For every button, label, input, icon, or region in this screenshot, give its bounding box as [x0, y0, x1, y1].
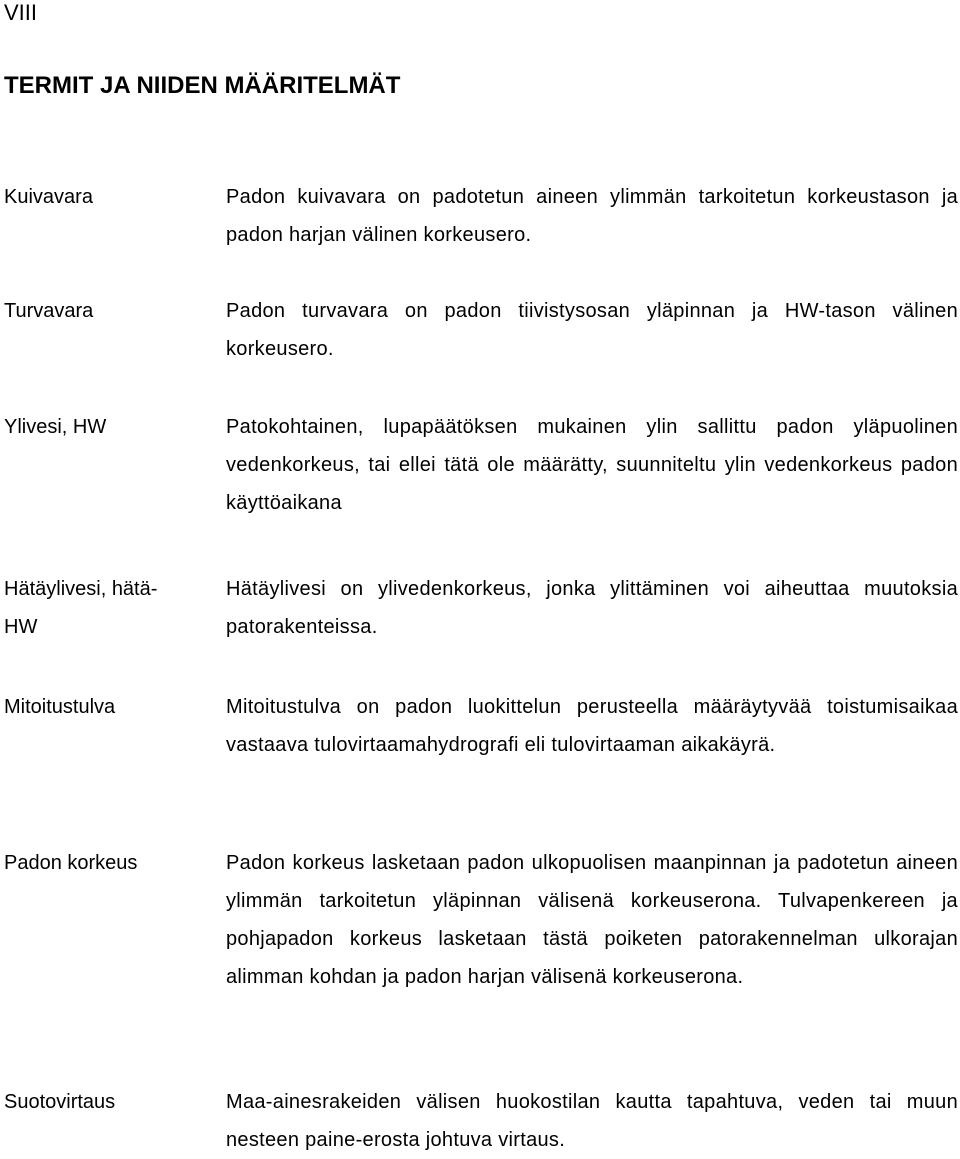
term-label: Padon korkeus	[4, 852, 138, 874]
term-label: Turvavara	[4, 300, 94, 322]
term-definition: Padon kuivavara on padotetun aineen ylimmän tarkoitetun korkeustason ja padon harjan välinen korkeusero.	[226, 186, 958, 246]
page-title: TERMIT JA NIIDEN MÄÄRITELMÄT	[4, 72, 401, 99]
term-label: Suotovirtaus	[4, 1091, 116, 1113]
term-definition: Hätäylivesi on ylivedenkorkeus, jonka ylittäminen voi aiheuttaa muutoksia patorakenteissa.	[226, 578, 958, 638]
term-definition: Maa-ainesrakeiden välisen huokostilan kautta tapahtuva, veden tai muun nesteen paine-erosta johtuva virtaus.	[226, 1091, 958, 1151]
term-definition: Patokohtainen, lupapäätöksen mukainen ylin sallittu padon yläpuolinen vedenkorkeus, tai ellei tätä ole määrätty, suunniteltu ylin vedenkorkeus padon käyttöaikana	[226, 416, 958, 514]
term-definition: Padon turvavara on padon tiivistysosan yläpinnan ja HW-tason välinen korkeusero.	[226, 300, 958, 360]
term-definition: Mitoitustulva on padon luokittelun perusteella määräytyvää toistumisaikaa vastaava tulovirtaamahydrografi eli tulovirtaaman aikakäyrä.	[226, 696, 958, 756]
term-label: Hätäylivesi, hätä-HW	[4, 578, 158, 638]
page-number: VIII	[4, 0, 38, 25]
term-label: Mitoitustulva	[4, 696, 116, 718]
term-definition: Padon korkeus lasketaan padon ulkopuolisen maanpinnan ja padotetun aineen ylimmän tarkoitetun yläpinnan välisenä korkeuserona. Tulvapenkereen ja pohjapadon korkeus lasketaan tästä poiketen patorakennelman ulkorajan alimman kohdan ja padon harjan välisenä korkeuserona.	[226, 852, 958, 988]
term-label: Kuivavara	[4, 186, 93, 208]
term-label: Ylivesi, HW	[4, 416, 107, 438]
